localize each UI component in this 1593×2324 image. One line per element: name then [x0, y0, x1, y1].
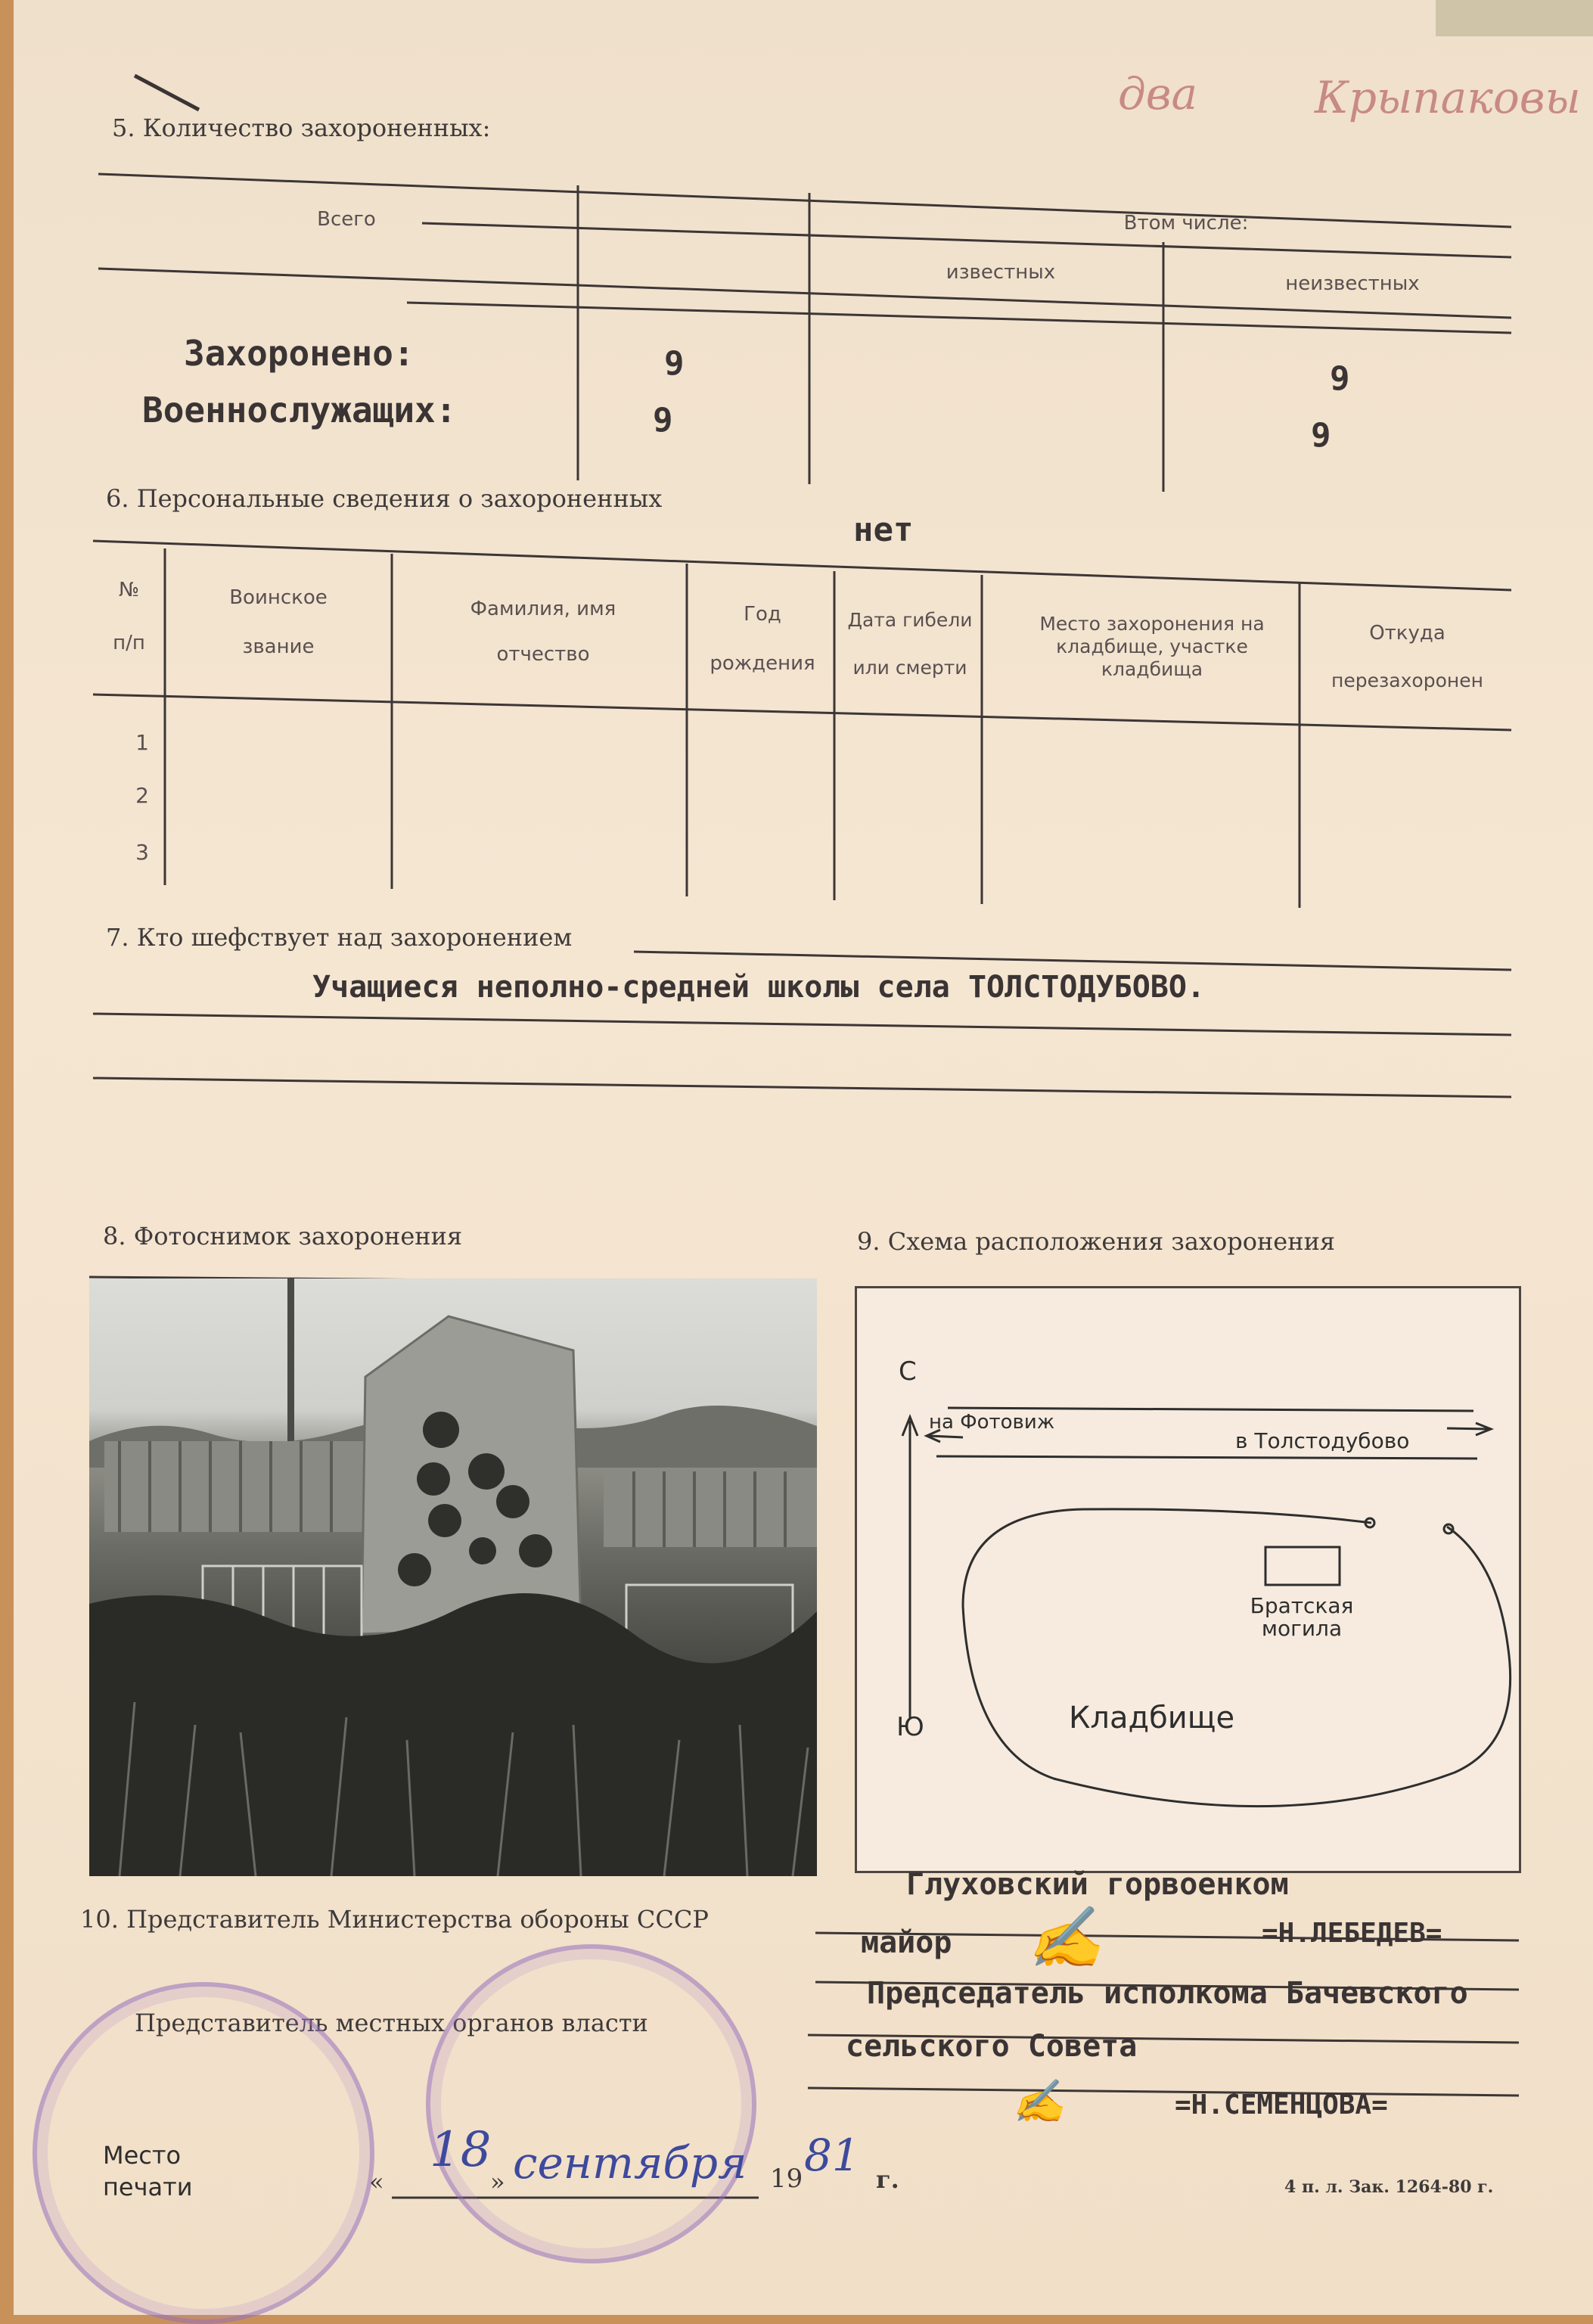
row-buried-total: 9	[664, 344, 685, 383]
section9-title: 9. Схема расположения захоронения	[857, 1227, 1336, 1256]
road-right-label: в Толстодубово	[1235, 1428, 1410, 1453]
hdr-death-2: или смерти	[852, 657, 967, 679]
date-year-prefix: 19	[770, 2164, 803, 2194]
col-known-header: известных	[946, 261, 1056, 284]
mass-grave-label: Братская могила	[1250, 1593, 1354, 1641]
section6-value: нет	[853, 511, 914, 549]
seal-place-2: печати	[103, 2173, 193, 2201]
seal-place-1: Место	[103, 2141, 182, 2170]
local-authority-title: Представитель местных органов власти	[135, 2009, 648, 2037]
north-label: С	[899, 1356, 917, 1387]
date-quote-open: «	[369, 2167, 384, 2196]
row-soldiers-total: 9	[653, 401, 673, 440]
date-quote-close: »	[490, 2167, 505, 2196]
date-month: сентября	[513, 2137, 747, 2189]
date-g: г.	[876, 2165, 899, 2194]
hdr-num-2: п/п	[113, 632, 145, 654]
date-day: 18	[430, 2122, 492, 2178]
row-num-2: 2	[135, 783, 149, 808]
hdr-place: Место захоронения на кладбище, участке кладбища	[1039, 613, 1265, 680]
row-buried-label: Захоронено:	[184, 333, 415, 374]
row-soldiers-label: Военнослужащих:	[142, 390, 457, 430]
mil-rank: майор	[861, 1925, 952, 1960]
stamp-left	[33, 1982, 374, 2324]
hdr-name-1: Фамилия, имя	[470, 598, 616, 620]
section10-title: 10. Представитель Министерства обороны СССР	[80, 1905, 709, 1934]
margin-note-left: два	[1118, 68, 1198, 120]
section5-title: 5. Количество захороненных:	[112, 113, 491, 142]
print-code: 4 п. л. Зак. 1264-80 г.	[1284, 2177, 1494, 2197]
row-buried-unknown: 9	[1330, 359, 1350, 398]
hdr-name-2: отчество	[496, 643, 590, 666]
hdr-num-1: №	[118, 579, 140, 601]
hdr-rank-1: Воинское	[229, 586, 328, 609]
road-left-label: на Фотовиж	[929, 1411, 1055, 1434]
cemetery-label: Кладбище	[1069, 1701, 1235, 1735]
local-signature: ✍	[1012, 2077, 1065, 2127]
stamp-right	[426, 1944, 756, 2263]
burial-photo	[89, 1279, 817, 1876]
document-page	[14, 0, 1593, 2315]
col-including-header: Втом числе:	[1123, 212, 1249, 235]
section7-value: Учащиеся неполно-средней школы села ТОЛСТОДУБОВО.	[312, 970, 1206, 1005]
south-label: Ю	[896, 1712, 924, 1742]
hdr-death-1: Дата гибели	[847, 609, 973, 631]
hdr-year-2: рождения	[710, 652, 815, 675]
row-soldiers-unknown: 9	[1311, 416, 1331, 455]
col-total-header: Всего	[317, 208, 376, 231]
hdr-from-1: Откуда	[1369, 622, 1446, 645]
hdr-rank-2: звание	[242, 635, 315, 658]
local-authority-line1: Председатель исполкома Бачевского	[867, 1976, 1468, 2011]
section7-title: 7. Кто шефствует над захоронением	[106, 923, 573, 952]
row-num-3: 3	[135, 840, 149, 865]
mil-signature: ✍	[1027, 1903, 1103, 1973]
section8-title: 8. Фотоснимок захоронения	[103, 1222, 463, 1251]
row-num-1: 1	[135, 730, 149, 755]
section6-title: 6. Персональные сведения о захороненных	[106, 484, 663, 513]
mil-office-line: Глуховский горвоенком	[906, 1867, 1289, 1902]
col-unknown-header: неизвестных	[1285, 272, 1420, 295]
date-year-suffix: 81	[804, 2130, 860, 2181]
hdr-from-2: перезахоронен	[1331, 670, 1483, 691]
local-authority-line2: сельского Совета	[846, 2029, 1138, 2064]
hdr-year-1: Год	[744, 603, 781, 626]
local-name: =Н.СЕМЕНЦОВА=	[1175, 2089, 1388, 2120]
location-scheme	[855, 1286, 1521, 1873]
margin-note-right: Крыпаковы	[1315, 72, 1581, 123]
mil-name: =Н.ЛЕБЕДЕВ=	[1262, 1918, 1442, 1949]
